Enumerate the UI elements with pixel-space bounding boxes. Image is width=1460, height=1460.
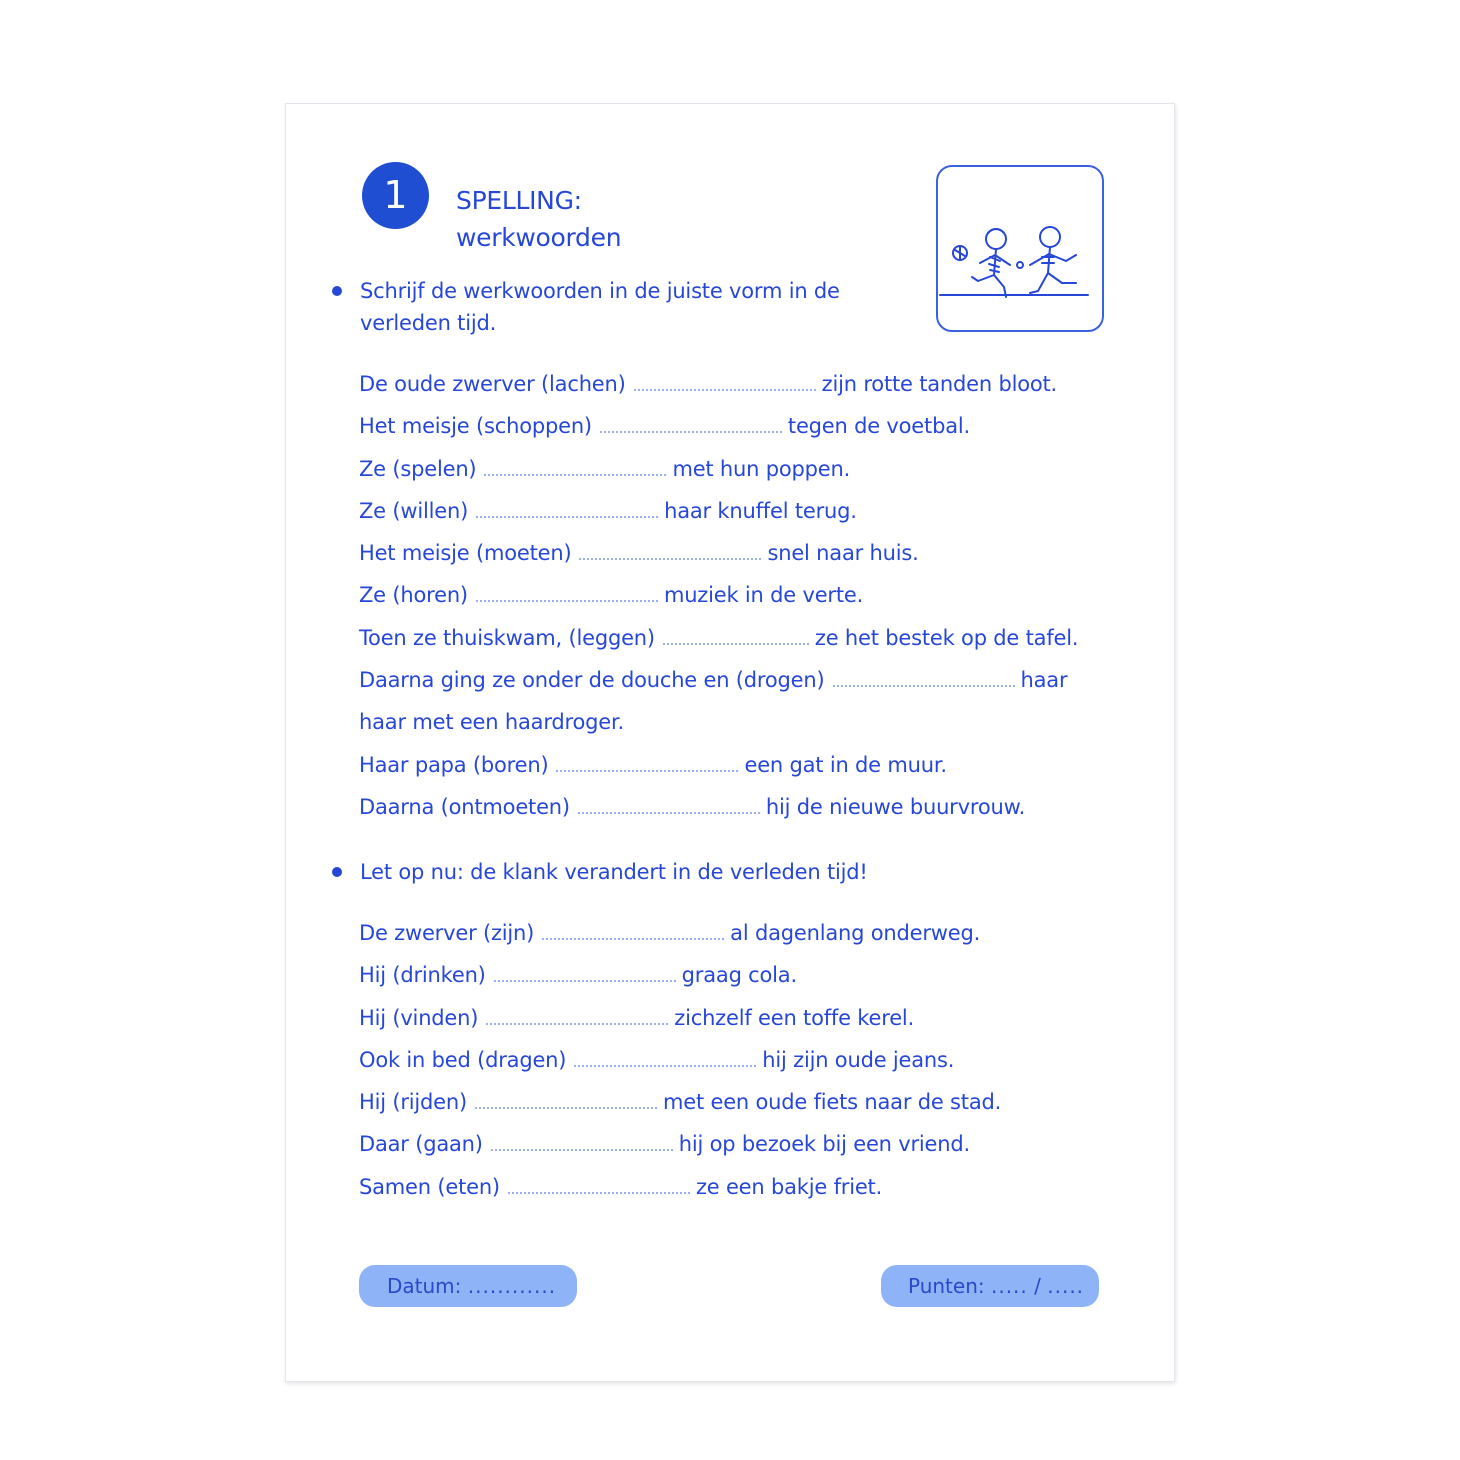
answer-blank[interactable] [484,452,666,476]
sentence-row: De oude zwerver (lachen) zijn rotte tanden bloot. [359,363,1078,405]
instruction-1 [332,275,840,339]
exercise-list-1 [359,363,1078,828]
bullet-dot-icon [332,286,342,296]
answer-blank[interactable] [578,790,760,814]
sentence-row: De zwerver (zijn) al dagenlang onderweg. [359,912,1001,954]
sentence-row: Ze (spelen) met hun poppen. [359,448,1078,490]
instruction-1-line-1: Schrijf de werkwoorden in de juiste vorm in de [360,279,840,303]
answer-blank[interactable] [491,1127,673,1151]
sentence-row: Ze (horen) muziek in de verte. [359,574,1078,616]
exercise-title [456,182,621,256]
score-label: Punten: [908,1274,985,1298]
worksheet-page [285,103,1175,1382]
title-line-2: werkwoorden [456,223,622,252]
answer-blank[interactable] [600,409,782,433]
sentence-row: Hij (rijden) met een oude fiets naar de stad. [359,1081,1001,1123]
instruction-2 [332,856,868,888]
sentence-row: Het meisje (moeten) snel naar huis. [359,532,1078,574]
score-blank-total: ..... [1047,1274,1085,1298]
sentence-row: Daarna (ontmoeten) hij de nieuwe buurvrouw. [359,786,1078,828]
date-label: Datum: [387,1274,462,1298]
children-playing-football-icon [936,165,1104,332]
exercise-number-badge: 1 [362,162,429,229]
score-separator: / [1034,1274,1041,1298]
date-field[interactable] [359,1265,577,1307]
sentence-row: Daar (gaan) hij op bezoek bij een vriend. [359,1123,1001,1165]
sentence-row: Ze (willen) haar knuffel terug. [359,490,1078,532]
answer-blank[interactable] [476,578,658,602]
sentence-row: Het meisje (schoppen) tegen de voetbal. [359,405,1078,447]
answer-blank[interactable] [542,916,724,940]
sentence-row: Hij (vinden) zichzelf een toffe kerel. [359,997,1001,1039]
date-blank: ............ [467,1274,557,1298]
instruction-2-text: Let op nu: de klank verandert in de verleden tijd! [360,860,868,884]
answer-blank[interactable] [476,494,658,518]
sentence-row: Toen ze thuiskwam, (leggen) ze het bestek op de tafel. [359,617,1078,659]
sentence-row: Haar papa (boren) een gat in de muur. [359,744,1078,786]
sentence-row: Samen (eten) ze een bakje friet. [359,1166,1001,1208]
sentence-row: Ook in bed (dragen) hij zijn oude jeans. [359,1039,1001,1081]
answer-blank[interactable] [508,1170,690,1194]
answer-blank[interactable] [475,1085,657,1109]
bullet-dot-icon [332,867,342,877]
score-field[interactable] [881,1265,1099,1307]
sentence-row: Daarna ging ze onder de douche en (drogen) haar [359,659,1078,701]
score-blank-earned: ..... [990,1274,1028,1298]
title-line-1: SPELLING: [456,186,582,215]
sentence-row: Hij (drinken) graag cola. [359,954,1001,996]
answer-blank[interactable] [574,1043,756,1067]
sentence-row-continuation: haar met een haardroger. [359,710,624,735]
answer-blank[interactable] [833,663,1015,687]
answer-blank[interactable] [494,958,676,982]
answer-blank[interactable] [486,1001,668,1025]
answer-blank[interactable] [663,621,809,645]
answer-blank[interactable] [579,536,761,560]
answer-blank[interactable] [556,748,738,772]
answer-blank[interactable] [634,367,816,391]
exercise-list-2 [359,912,1001,1208]
instruction-1-line-2: verleden tijd. [360,311,497,335]
